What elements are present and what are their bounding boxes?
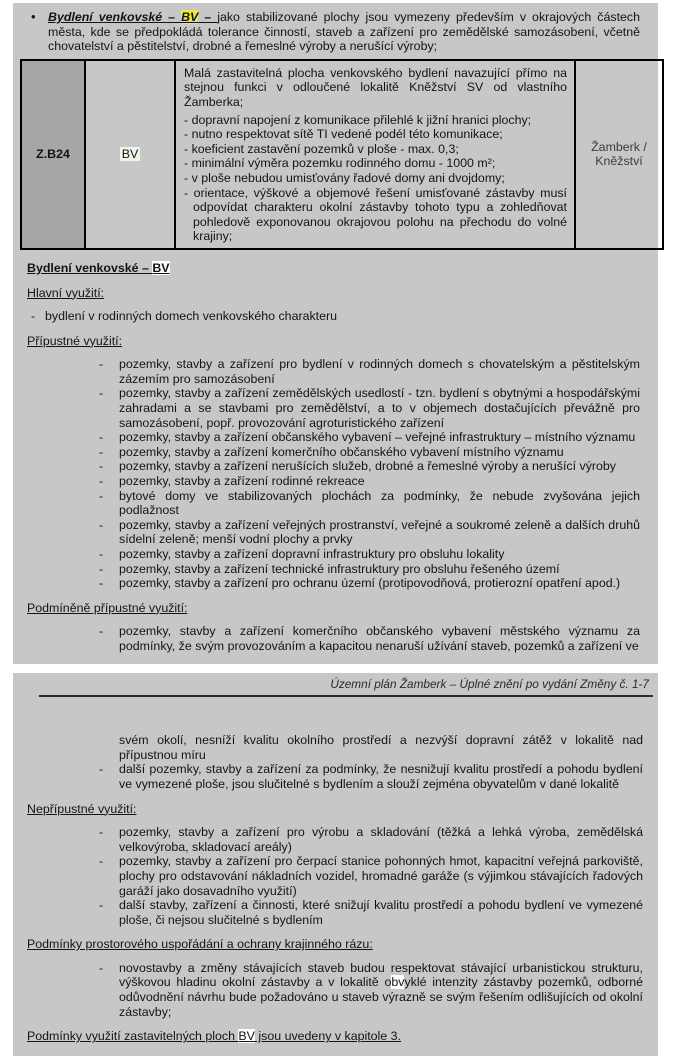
- page1-content-block: [13, 3, 658, 664]
- list-item-text: bytové domy ve stabilizovaných plochách za podmínky, že nebude zvyšována jejich podlažnost: [119, 488, 640, 518]
- list-item-text: pozemky, stavby a zařízení pro výrobu a skladování (těžká a lehká výroba, zemědělská velkovýroba, skladovací areály): [119, 825, 643, 854]
- conditional-item-continuation: svém okolí, nesníží kvalitu okolního prostředí a nezvýší dopravní zátěž v lokalitě nad přípustnou míru: [119, 733, 643, 762]
- dash-marker: -: [99, 624, 104, 639]
- list-item: [27, 562, 652, 577]
- list-item: [27, 547, 652, 562]
- dash-marker: -: [31, 309, 36, 324]
- cell-description: [175, 60, 575, 249]
- list-item-text: pozemky, stavby a zařízení dopravní infrastruktury pro obsluhu lokality: [119, 547, 505, 561]
- description-item: - dopravní napojení z komunikace přilehlé k jižní hranici plochy;: [184, 112, 532, 127]
- list-item: [27, 489, 652, 518]
- list-item-text: pozemky, stavby a zařízení pro čerpací stanice pohonných hmot, kapacitní veřejná parkoviště, plochy pro odstavování nákladních vozidel, hromadné garáže (s výjimkou stávajících řadových garáží jako dosavadního využití): [119, 854, 643, 898]
- list-item: [27, 357, 652, 386]
- section-heading-permitted: Přípustné využití:: [27, 333, 123, 348]
- dash-marker: -: [99, 474, 104, 489]
- intro-text: [48, 10, 652, 54]
- section-heading-main-use: Hlavní využití:: [27, 285, 105, 300]
- list-item-text: pozemky, stavby a zařízení občanského vybavení – veřejné infrastruktury – místního významu: [119, 430, 636, 445]
- page2-body: [27, 733, 655, 1044]
- list-item-text: [119, 961, 655, 1019]
- list-item: [27, 624, 652, 653]
- list-item: [27, 386, 652, 430]
- list-item-text: pozemky, stavby a zařízení komerčního občanského vybavení městského významu za podmínky, že svým provozováním a kapacitou nenaruší užívání staveb, pozemků a zařízení ve: [119, 624, 640, 653]
- list-item-text: pozemky, stavby a zařízení zemědělských usedlostí - tzn. bydlení s obytnými a hospodářskými zahradami a se stavbami pro zemědělství, a to v objemech dostačujících převážně pro samozásobení, popř. provozování agroturistického zařízení: [119, 386, 640, 430]
- section-heading-not-permitted: Nepřípustné využití:: [27, 801, 137, 816]
- dash-marker: -: [99, 825, 104, 840]
- dash-marker: -: [99, 517, 104, 532]
- intro-lead: Bydlení venkovské –: [48, 10, 182, 24]
- zone-heading-text: Bydlení venkovské –: [27, 260, 153, 275]
- cell-plot-code: Z.B24: [21, 60, 85, 249]
- list-item: [27, 518, 652, 547]
- list-item-text: bydlení v rodinných domech venkovského charakteru: [45, 309, 338, 324]
- list-item-text: pozemky, stavby a zařízení technické infrastruktury pro obsluhu řešeného území: [119, 561, 560, 576]
- page-footer: [39, 677, 653, 698]
- dash-marker: -: [99, 898, 104, 913]
- list-item: [27, 309, 652, 324]
- spatial-text: yklé intenzity zástavby pozemků, odborné odůvodnění návrhu bude požadováno u staveb výrazně se svým řešením odlišujících od okolní zástavby;: [119, 975, 643, 1019]
- list-item: [27, 474, 652, 489]
- spatial-text: novostavby a změny stávajících staveb budou respektovat stávající urbanistickou strukturu, výškovou hladinu okolní zástavby a v lokalitě o: [119, 960, 643, 990]
- list-item-text: pozemky, stavby a zařízení nerušících služeb, drobné a řemeslné výroby a nerušící výroby: [119, 459, 616, 474]
- document-page: [0, 3, 686, 1044]
- search-match: BV: [152, 260, 170, 275]
- dash-marker: -: [99, 357, 104, 372]
- cell-locality: Žamberk / Kněžství: [575, 60, 663, 249]
- not-permitted-list: [27, 825, 655, 927]
- list-item: [27, 898, 655, 927]
- description-item: - minimální výměra pozemku rodinného domu - 1000 m²;: [184, 156, 496, 171]
- list-item: [27, 762, 655, 791]
- intro-body: jako stabilizované plochy jsou vymezeny především v okrajových částech města, kde se předpokládá tolerance činností, staveb a zařízení pro zemědělské samozásobení, včetně chovatelství a pěstitelství, drobné a řemeslné výroby a nerušící výroby;: [48, 10, 640, 54]
- list-item-text: pozemky, stavby a zařízení rodinné rekreace: [119, 474, 365, 489]
- list-item-text: pozemky, stavby a zařízení pro ochranu území (protipovodňová, protierozní opatření apod.): [119, 576, 621, 591]
- list-item-text: další pozemky, stavby a zařízení za podmínky, že nesnižují kvalitu prostředí a pohodu bydlení ve vymezené ploše, jsou slučitelné s bydlením a slouží zejména obyvatelům v dané lokalitě: [119, 762, 643, 791]
- section-heading-conditional: Podmíněně přípustné využití:: [27, 600, 188, 615]
- dash-marker: -: [99, 444, 104, 459]
- list-item-text: pozemky, stavby a zařízení veřejných prostranství, veřejné a soukromé zeleně a dalších druhů sídelní zeleně; menší vodní plochy a prvky: [119, 517, 640, 547]
- cell-zone-code: [85, 60, 175, 249]
- intro-lead-post: –: [198, 10, 218, 24]
- table-row: [21, 60, 663, 249]
- dash-marker: -: [99, 561, 104, 576]
- description-item: - orientace, výškové a objemové řešení umisťované zástavby musí odpovídat charakteru okolní zástavby tohoto typu a zohledňovat pohledově exponovanou okrajovou polohu na přechodu do volné krajiny;: [184, 185, 567, 244]
- section-heading-spatial: Podmínky prostorového uspořádání a ochrany krajinného rázu:: [27, 937, 373, 952]
- dash-marker: -: [99, 576, 104, 591]
- list-item: [27, 445, 652, 460]
- final-note: [27, 1029, 655, 1044]
- zone-heading: [27, 261, 652, 276]
- description-intro: Malá zastavitelná plocha venkovského bydlení navazující přímo na stejnou funkci v odloučené lokalitě Kněžství SV od vlastního Žamberka;: [184, 65, 567, 109]
- search-match: BV: [238, 1029, 255, 1044]
- permitted-list: [27, 357, 652, 591]
- list-item-text: další stavby, zařízení a činnosti, které snižují kvalitu prostředí a pohodu bydlení ve vymezené ploše, či nejsou slučitelné s bydlením: [119, 898, 643, 927]
- search-match: bv: [391, 975, 405, 990]
- list-item: [27, 854, 655, 898]
- list-item: [27, 430, 652, 445]
- list-item: [27, 459, 652, 474]
- final-note-text: Podmínky využití zastavitelných ploch: [27, 1029, 239, 1044]
- intro-bullet-paragraph: [27, 10, 652, 54]
- search-match-zone: BV: [121, 147, 139, 162]
- dash-marker: -: [99, 459, 104, 474]
- dash-marker: -: [99, 854, 104, 869]
- description-item: - nutno respektovat sítě TI vedené podél této komunikace;: [184, 127, 503, 142]
- list-item: [27, 825, 655, 854]
- search-match-active: BV: [181, 10, 199, 24]
- dash-marker: -: [99, 386, 104, 401]
- zoning-table: [20, 59, 664, 250]
- dash-marker: -: [99, 488, 104, 503]
- dash-marker: -: [99, 762, 104, 777]
- dash-marker: -: [99, 430, 104, 445]
- description-item: - koeficient zastavění pozemků v ploše - max. 0,3;: [184, 141, 459, 156]
- list-item: [27, 961, 655, 1019]
- list-item-text: pozemky, stavby a zařízení pro bydlení v rodinných domech s chovatelským a pěstitelským zázemím pro samozásobení: [119, 357, 640, 386]
- dash-marker: -: [99, 960, 104, 975]
- bullet-icon: •: [31, 9, 36, 24]
- list-item-text: pozemky, stavby a zařízení komerčního občanského vybavení místního významu: [119, 444, 564, 459]
- description-item: - v ploše nebudou umisťovány řadové domy ani dvojdomy;: [184, 170, 505, 185]
- final-note-text: jsou uvedeny v kapitole 3.: [254, 1029, 401, 1044]
- footer-text: Územní plán Žamberk – Úplné znění po vydání Změny č. 1-7: [330, 676, 649, 691]
- page2-content-block: [13, 673, 658, 1056]
- dash-marker: -: [99, 547, 104, 561]
- list-item: [27, 576, 652, 591]
